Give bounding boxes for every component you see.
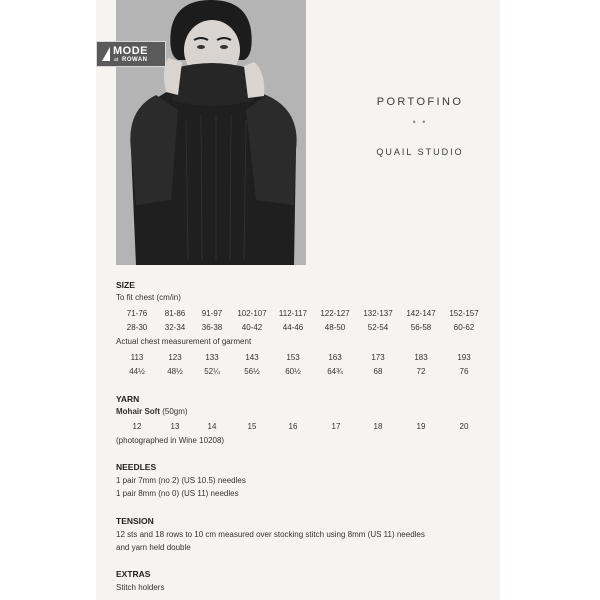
actual-chest-cm-cell: 133 bbox=[205, 353, 219, 362]
actual-chest-in-cell: 64¾ bbox=[327, 367, 343, 376]
needles-line-1: 1 pair 7mm (no 2) (US 10.5) needles bbox=[116, 476, 246, 485]
actual-chest-cm-cell: 123 bbox=[168, 353, 182, 362]
fit-chest-cm-cell: 81-86 bbox=[164, 309, 186, 318]
yarn-balls-cell: 16 bbox=[288, 422, 298, 431]
yarn-balls-cell: 12 bbox=[132, 422, 142, 431]
extras-heading: EXTRAS bbox=[116, 569, 151, 579]
actual-chest-in-cell: 48½ bbox=[167, 367, 183, 376]
yarn-weight: (50gm) bbox=[160, 407, 188, 416]
designer-name: QUAIL STUDIO bbox=[376, 147, 464, 157]
size-heading: SIZE bbox=[116, 280, 135, 290]
fit-chest-cm-cell: 102-107 bbox=[237, 309, 267, 318]
fit-chest-in-cell: 60-62 bbox=[453, 323, 475, 332]
actual-chest-cm-cell: 183 bbox=[414, 353, 428, 362]
actual-chest-in-cell: 76 bbox=[459, 367, 469, 376]
actual-chest-cm-cell: 143 bbox=[245, 353, 259, 362]
actual-chest-cm-cell: 193 bbox=[457, 353, 471, 362]
mode-at-rowan-logo bbox=[96, 41, 166, 67]
yarn-colour-note: (photographed in Wine 10208) bbox=[116, 436, 225, 445]
fit-chest-in-cell: 44-46 bbox=[282, 323, 304, 332]
fit-chest-cm-cell: 132-137 bbox=[363, 309, 393, 318]
fit-chest-in-cell: 28-30 bbox=[126, 323, 148, 332]
yarn-heading: YARN bbox=[116, 394, 140, 404]
logo-of-text: at bbox=[114, 57, 119, 63]
fit-chest-cm-cell: 122-127 bbox=[320, 309, 350, 318]
actual-chest-in-cell: 44½ bbox=[129, 367, 145, 376]
extras-line-1: Stitch holders bbox=[116, 583, 165, 592]
fit-chest-in-cell: 56-58 bbox=[410, 323, 432, 332]
actual-chest-in-cell: 72 bbox=[416, 367, 426, 376]
actual-chest-label: Actual chest measurement of garment bbox=[116, 337, 252, 346]
actual-chest-cm-cell: 173 bbox=[371, 353, 385, 362]
logo-sub-text: ROWAN bbox=[122, 57, 148, 63]
yarn-balls-cell: 19 bbox=[416, 422, 426, 431]
fit-chest-label: To fit chest (cm/in) bbox=[116, 293, 181, 302]
fit-chest-cm-cell: 142-147 bbox=[406, 309, 436, 318]
yarn-balls-cell: 17 bbox=[331, 422, 341, 431]
fit-chest-in-cell: 48-50 bbox=[324, 323, 346, 332]
actual-chest-in-cell: 52¼ bbox=[204, 367, 220, 376]
tension-line-2: and yarn held double bbox=[116, 543, 191, 552]
tension-heading: TENSION bbox=[116, 516, 154, 526]
yarn-name: Mohair Soft bbox=[116, 407, 160, 416]
yarn-balls-cell: 18 bbox=[373, 422, 383, 431]
logo-slash-icon bbox=[101, 46, 111, 62]
fit-chest-cm-cell: 91-97 bbox=[201, 309, 223, 318]
fit-chest-in-cell: 36-38 bbox=[201, 323, 223, 332]
yarn-balls-cell: 15 bbox=[247, 422, 257, 431]
logo-main-text: MODE bbox=[113, 45, 148, 57]
actual-chest-in-cell: 60½ bbox=[285, 367, 301, 376]
fit-chest-in-cell: 52-54 bbox=[367, 323, 389, 332]
pattern-title: PORTOFINO bbox=[376, 96, 464, 108]
needles-heading: NEEDLES bbox=[116, 462, 157, 472]
actual-chest-in-cell: 68 bbox=[373, 367, 383, 376]
fit-chest-in-cell: 32-34 bbox=[164, 323, 186, 332]
yarn-balls-cell: 20 bbox=[459, 422, 469, 431]
actual-chest-cm-cell: 113 bbox=[130, 353, 144, 362]
actual-chest-in-cell: 56½ bbox=[244, 367, 260, 376]
tension-line-1: 12 sts and 18 rows to 10 cm measured over stocking stitch using 8mm (US 11) needles bbox=[116, 530, 425, 539]
yarn-balls-cell: 13 bbox=[170, 422, 180, 431]
yarn-name-line bbox=[116, 407, 188, 416]
actual-chest-cm-cell: 163 bbox=[328, 353, 342, 362]
fit-chest-cm-cell: 112-117 bbox=[278, 309, 308, 318]
fit-chest-in-cell: 40-42 bbox=[241, 323, 263, 332]
fit-chest-cm-cell: 152-157 bbox=[449, 309, 479, 318]
fit-chest-cm-cell: 71-76 bbox=[126, 309, 148, 318]
actual-chest-cm-cell: 153 bbox=[286, 353, 300, 362]
title-ornament: • • bbox=[412, 117, 428, 127]
needles-line-2: 1 pair 8mm (no 0) (US 11) needles bbox=[116, 489, 239, 498]
yarn-balls-cell: 14 bbox=[207, 422, 217, 431]
model-photo bbox=[116, 0, 306, 265]
